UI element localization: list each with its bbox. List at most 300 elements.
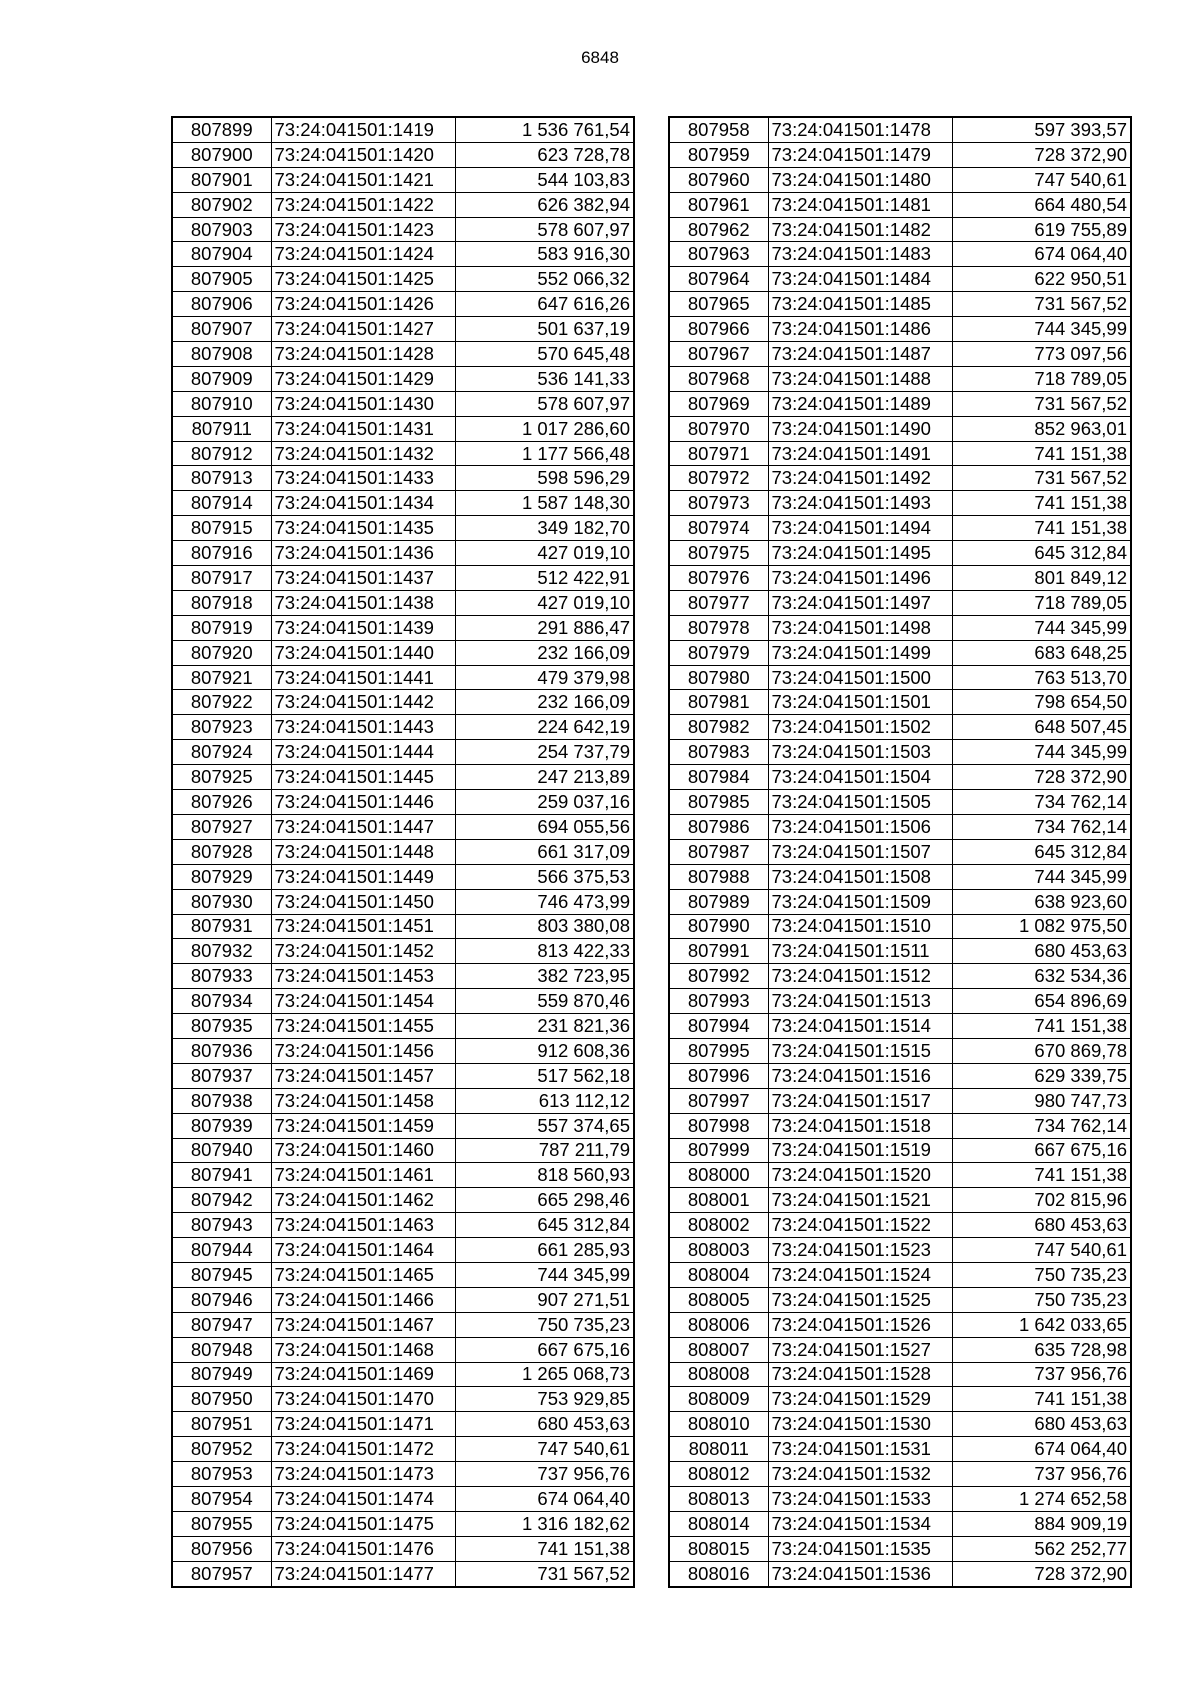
cadastral-number-cell: 73:24:041501:1503 — [768, 740, 952, 765]
cadastral-value-cell: 670 869,78 — [952, 1038, 1131, 1063]
cadastral-value-cell: 731 567,52 — [455, 1561, 634, 1586]
cadastral-number-cell: 73:24:041501:1471 — [271, 1412, 455, 1437]
table-row — [172, 167, 634, 192]
record-number-cell: 807957 — [172, 1561, 271, 1586]
cadastral-value-cell: 747 540,61 — [952, 167, 1131, 192]
cadastral-value-table-right — [668, 116, 1132, 1588]
record-number-cell: 807936 — [172, 1038, 271, 1063]
cadastral-number-cell: 73:24:041501:1426 — [271, 292, 455, 317]
table-row — [669, 765, 1131, 790]
table-row — [172, 391, 634, 416]
table-row — [669, 1536, 1131, 1561]
cadastral-value-cell: 598 596,29 — [455, 466, 634, 491]
record-number-cell: 807980 — [669, 665, 768, 690]
record-number-cell: 807925 — [172, 765, 271, 790]
table-row — [172, 1038, 634, 1063]
cadastral-value-cell: 570 645,48 — [455, 342, 634, 367]
table-row — [669, 1387, 1131, 1412]
table-row — [669, 466, 1131, 491]
cadastral-value-cell: 737 956,76 — [455, 1462, 634, 1487]
table-row — [669, 1088, 1131, 1113]
record-number-cell: 807926 — [172, 790, 271, 815]
table-row — [172, 342, 634, 367]
record-number-cell: 807947 — [172, 1312, 271, 1337]
cadastral-number-cell: 73:24:041501:1531 — [768, 1437, 952, 1462]
cadastral-number-cell: 73:24:041501:1501 — [768, 690, 952, 715]
table-row — [172, 790, 634, 815]
cadastral-number-cell: 73:24:041501:1477 — [271, 1561, 455, 1586]
record-number-cell: 807907 — [172, 317, 271, 342]
record-number-cell: 807920 — [172, 640, 271, 665]
cadastral-value-cell: 1 177 566,48 — [455, 441, 634, 466]
table-row — [669, 1038, 1131, 1063]
cadastral-number-cell: 73:24:041501:1490 — [768, 416, 952, 441]
cadastral-number-cell: 73:24:041501:1525 — [768, 1287, 952, 1312]
cadastral-number-cell: 73:24:041501:1432 — [271, 441, 455, 466]
cadastral-number-cell: 73:24:041501:1445 — [271, 765, 455, 790]
table-row — [172, 142, 634, 167]
table-row — [669, 292, 1131, 317]
table-row — [669, 1014, 1131, 1039]
table-row — [172, 1536, 634, 1561]
cadastral-number-cell: 73:24:041501:1509 — [768, 889, 952, 914]
record-number-cell: 807984 — [669, 765, 768, 790]
table-row — [172, 615, 634, 640]
cadastral-value-cell: 702 815,96 — [952, 1188, 1131, 1213]
record-number-cell: 807935 — [172, 1014, 271, 1039]
cadastral-value-cell: 773 097,56 — [952, 342, 1131, 367]
record-number-cell: 807951 — [172, 1412, 271, 1437]
cadastral-value-cell: 734 762,14 — [952, 814, 1131, 839]
record-number-cell: 808002 — [669, 1213, 768, 1238]
cadastral-number-cell: 73:24:041501:1442 — [271, 690, 455, 715]
record-number-cell: 808013 — [669, 1486, 768, 1511]
cadastral-value-cell: 552 066,32 — [455, 267, 634, 292]
record-number-cell: 807903 — [172, 217, 271, 242]
table-row — [669, 1138, 1131, 1163]
cadastral-value-cell: 680 453,63 — [952, 1213, 1131, 1238]
record-number-cell: 808007 — [669, 1337, 768, 1362]
cadastral-value-cell: 744 345,99 — [952, 615, 1131, 640]
record-number-cell: 807900 — [172, 142, 271, 167]
table-row — [669, 242, 1131, 267]
cadastral-number-cell: 73:24:041501:1532 — [768, 1462, 952, 1487]
cadastral-value-cell: 638 923,60 — [952, 889, 1131, 914]
table-row — [172, 1238, 634, 1263]
table-row — [172, 516, 634, 541]
table-row — [172, 117, 634, 142]
record-number-cell: 807964 — [669, 267, 768, 292]
cadastral-number-cell: 73:24:041501:1450 — [271, 889, 455, 914]
table-row — [172, 989, 634, 1014]
cadastral-number-cell: 73:24:041501:1429 — [271, 366, 455, 391]
cadastral-number-cell: 73:24:041501:1533 — [768, 1486, 952, 1511]
cadastral-value-cell: 661 285,93 — [455, 1238, 634, 1263]
table-row — [172, 1113, 634, 1138]
record-number-cell: 807972 — [669, 466, 768, 491]
cadastral-number-cell: 73:24:041501:1456 — [271, 1038, 455, 1063]
record-number-cell: 808012 — [669, 1462, 768, 1487]
record-number-cell: 807929 — [172, 864, 271, 889]
table-row — [669, 1262, 1131, 1287]
table-row — [669, 566, 1131, 591]
cadastral-number-cell: 73:24:041501:1479 — [768, 142, 952, 167]
cadastral-number-cell: 73:24:041501:1421 — [271, 167, 455, 192]
cadastral-number-cell: 73:24:041501:1425 — [271, 267, 455, 292]
table-row — [172, 1213, 634, 1238]
record-number-cell: 807991 — [669, 939, 768, 964]
table-row — [172, 1163, 634, 1188]
cadastral-number-cell: 73:24:041501:1428 — [271, 342, 455, 367]
cadastral-value-cell: 741 151,38 — [952, 1387, 1131, 1412]
cadastral-number-cell: 73:24:041501:1507 — [768, 839, 952, 864]
table-row — [669, 964, 1131, 989]
cadastral-value-cell: 254 737,79 — [455, 740, 634, 765]
cadastral-value-cell: 648 507,45 — [952, 715, 1131, 740]
cadastral-value-cell: 731 567,52 — [952, 391, 1131, 416]
cadastral-value-cell: 747 540,61 — [952, 1238, 1131, 1263]
cadastral-number-cell: 73:24:041501:1458 — [271, 1088, 455, 1113]
table-row — [172, 267, 634, 292]
record-number-cell: 807995 — [669, 1038, 768, 1063]
table-row — [172, 715, 634, 740]
table-row — [172, 1412, 634, 1437]
cadastral-value-cell: 694 055,56 — [455, 814, 634, 839]
table-row — [669, 889, 1131, 914]
cadastral-number-cell: 73:24:041501:1454 — [271, 989, 455, 1014]
cadastral-number-cell: 73:24:041501:1520 — [768, 1163, 952, 1188]
record-number-cell: 807969 — [669, 391, 768, 416]
record-number-cell: 807954 — [172, 1486, 271, 1511]
record-number-cell: 807974 — [669, 516, 768, 541]
record-number-cell: 807916 — [172, 541, 271, 566]
cadastral-number-cell: 73:24:041501:1496 — [768, 566, 952, 591]
record-number-cell: 807976 — [669, 566, 768, 591]
record-number-cell: 807992 — [669, 964, 768, 989]
cadastral-value-cell: 583 916,30 — [455, 242, 634, 267]
record-number-cell: 807978 — [669, 615, 768, 640]
cadastral-number-cell: 73:24:041501:1464 — [271, 1238, 455, 1263]
cadastral-number-cell: 73:24:041501:1510 — [768, 914, 952, 939]
table-row — [172, 1312, 634, 1337]
cadastral-number-cell: 73:24:041501:1457 — [271, 1063, 455, 1088]
cadastral-number-cell: 73:24:041501:1452 — [271, 939, 455, 964]
cadastral-value-cell: 718 789,05 — [952, 366, 1131, 391]
record-number-cell: 807970 — [669, 416, 768, 441]
table-row — [172, 1014, 634, 1039]
table-row — [669, 491, 1131, 516]
cadastral-value-cell: 626 382,94 — [455, 192, 634, 217]
cadastral-value-cell: 813 422,33 — [455, 939, 634, 964]
table-row — [669, 267, 1131, 292]
cadastral-number-cell: 73:24:041501:1451 — [271, 914, 455, 939]
cadastral-value-cell: 382 723,95 — [455, 964, 634, 989]
table-row — [172, 416, 634, 441]
cadastral-number-cell: 73:24:041501:1441 — [271, 665, 455, 690]
cadastral-number-cell: 73:24:041501:1478 — [768, 117, 952, 142]
record-number-cell: 807924 — [172, 740, 271, 765]
cadastral-value-cell: 750 735,23 — [952, 1287, 1131, 1312]
cadastral-number-cell: 73:24:041501:1443 — [271, 715, 455, 740]
record-number-cell: 807987 — [669, 839, 768, 864]
cadastral-value-cell: 259 037,16 — [455, 790, 634, 815]
cadastral-number-cell: 73:24:041501:1438 — [271, 590, 455, 615]
cadastral-value-cell: 645 312,84 — [455, 1213, 634, 1238]
cadastral-value-cell: 741 151,38 — [952, 491, 1131, 516]
cadastral-number-cell: 73:24:041501:1474 — [271, 1486, 455, 1511]
cadastral-value-cell: 744 345,99 — [952, 864, 1131, 889]
cadastral-value-cell: 1 587 148,30 — [455, 491, 634, 516]
cadastral-number-cell: 73:24:041501:1515 — [768, 1038, 952, 1063]
cadastral-number-cell: 73:24:041501:1494 — [768, 516, 952, 541]
cadastral-number-cell: 73:24:041501:1497 — [768, 590, 952, 615]
record-number-cell: 808001 — [669, 1188, 768, 1213]
cadastral-number-cell: 73:24:041501:1468 — [271, 1337, 455, 1362]
cadastral-value-cell: 349 182,70 — [455, 516, 634, 541]
table-row — [669, 1063, 1131, 1088]
cadastral-value-cell: 728 372,90 — [952, 1561, 1131, 1586]
table-row — [669, 864, 1131, 889]
cadastral-number-cell: 73:24:041501:1535 — [768, 1536, 952, 1561]
cadastral-value-cell: 818 560,93 — [455, 1163, 634, 1188]
cadastral-value-cell: 1 265 068,73 — [455, 1362, 634, 1387]
cadastral-number-cell: 73:24:041501:1488 — [768, 366, 952, 391]
record-number-cell: 807914 — [172, 491, 271, 516]
cadastral-number-cell: 73:24:041501:1519 — [768, 1138, 952, 1163]
cadastral-number-cell: 73:24:041501:1439 — [271, 615, 455, 640]
cadastral-value-cell: 741 151,38 — [952, 516, 1131, 541]
table-row — [669, 342, 1131, 367]
table-row — [669, 640, 1131, 665]
record-number-cell: 807932 — [172, 939, 271, 964]
cadastral-value-cell: 731 567,52 — [952, 466, 1131, 491]
table-row — [172, 1462, 634, 1487]
cadastral-value-cell: 661 317,09 — [455, 839, 634, 864]
record-number-cell: 807915 — [172, 516, 271, 541]
table-row — [172, 665, 634, 690]
cadastral-value-cell: 559 870,46 — [455, 989, 634, 1014]
cadastral-value-cell: 801 849,12 — [952, 566, 1131, 591]
table-row — [172, 541, 634, 566]
cadastral-value-cell: 741 151,38 — [952, 1014, 1131, 1039]
record-number-cell: 808003 — [669, 1238, 768, 1263]
record-number-cell: 807941 — [172, 1163, 271, 1188]
cadastral-number-cell: 73:24:041501:1517 — [768, 1088, 952, 1113]
cadastral-value-cell: 734 762,14 — [952, 1113, 1131, 1138]
record-number-cell: 807910 — [172, 391, 271, 416]
cadastral-value-cell: 1 017 286,60 — [455, 416, 634, 441]
cadastral-value-cell: 750 735,23 — [455, 1312, 634, 1337]
table-row — [172, 1088, 634, 1113]
record-number-cell: 807973 — [669, 491, 768, 516]
cadastral-value-cell: 680 453,63 — [455, 1412, 634, 1437]
record-number-cell: 807994 — [669, 1014, 768, 1039]
cadastral-value-cell: 803 380,08 — [455, 914, 634, 939]
cadastral-number-cell: 73:24:041501:1524 — [768, 1262, 952, 1287]
record-number-cell: 807917 — [172, 566, 271, 591]
record-number-cell: 807967 — [669, 342, 768, 367]
cadastral-value-cell: 718 789,05 — [952, 590, 1131, 615]
table-row — [172, 765, 634, 790]
cadastral-number-cell: 73:24:041501:1536 — [768, 1561, 952, 1586]
table-row — [669, 1437, 1131, 1462]
table-row — [172, 292, 634, 317]
table-row — [669, 665, 1131, 690]
table-row — [172, 590, 634, 615]
record-number-cell: 807901 — [172, 167, 271, 192]
record-number-cell: 807958 — [669, 117, 768, 142]
cadastral-number-cell: 73:24:041501:1491 — [768, 441, 952, 466]
cadastral-number-cell: 73:24:041501:1440 — [271, 640, 455, 665]
cadastral-number-cell: 73:24:041501:1493 — [768, 491, 952, 516]
record-number-cell: 808015 — [669, 1536, 768, 1561]
cadastral-value-cell: 1 642 033,65 — [952, 1312, 1131, 1337]
table-row — [172, 740, 634, 765]
cadastral-number-cell: 73:24:041501:1467 — [271, 1312, 455, 1337]
cadastral-number-cell: 73:24:041501:1527 — [768, 1337, 952, 1362]
table-row — [172, 242, 634, 267]
record-number-cell: 807933 — [172, 964, 271, 989]
cadastral-number-cell: 73:24:041501:1534 — [768, 1511, 952, 1536]
cadastral-number-cell: 73:24:041501:1511 — [768, 939, 952, 964]
table-row — [669, 1412, 1131, 1437]
cadastral-value-cell: 912 608,36 — [455, 1038, 634, 1063]
cadastral-value-cell: 544 103,83 — [455, 167, 634, 192]
cadastral-value-cell: 763 513,70 — [952, 665, 1131, 690]
cadastral-number-cell: 73:24:041501:1489 — [768, 391, 952, 416]
record-number-cell: 807949 — [172, 1362, 271, 1387]
cadastral-value-cell: 1 274 652,58 — [952, 1486, 1131, 1511]
cadastral-number-cell: 73:24:041501:1500 — [768, 665, 952, 690]
cadastral-number-cell: 73:24:041501:1446 — [271, 790, 455, 815]
cadastral-value-cell: 629 339,75 — [952, 1063, 1131, 1088]
table-row — [172, 914, 634, 939]
table-row — [669, 989, 1131, 1014]
cadastral-number-cell: 73:24:041501:1482 — [768, 217, 952, 242]
table-row — [669, 615, 1131, 640]
table-row — [669, 1312, 1131, 1337]
table-row — [172, 889, 634, 914]
cadastral-value-cell: 667 675,16 — [952, 1138, 1131, 1163]
cadastral-number-cell: 73:24:041501:1472 — [271, 1437, 455, 1462]
cadastral-number-cell: 73:24:041501:1484 — [768, 267, 952, 292]
record-number-cell: 807982 — [669, 715, 768, 740]
record-number-cell: 808000 — [669, 1163, 768, 1188]
cadastral-value-cell: 798 654,50 — [952, 690, 1131, 715]
cadastral-value-cell: 744 345,99 — [952, 740, 1131, 765]
table-row — [172, 640, 634, 665]
record-number-cell: 808009 — [669, 1387, 768, 1412]
cadastral-value-cell: 741 151,38 — [952, 441, 1131, 466]
table-row — [669, 541, 1131, 566]
table-row — [669, 740, 1131, 765]
cadastral-number-cell: 73:24:041501:1423 — [271, 217, 455, 242]
cadastral-number-cell: 73:24:041501:1487 — [768, 342, 952, 367]
record-number-cell: 807968 — [669, 366, 768, 391]
page-number: 6848 — [581, 48, 619, 67]
cadastral-number-cell: 73:24:041501:1434 — [271, 491, 455, 516]
record-number-cell: 807959 — [669, 142, 768, 167]
record-number-cell: 808010 — [669, 1412, 768, 1437]
cadastral-value-cell: 654 896,69 — [952, 989, 1131, 1014]
record-number-cell: 807911 — [172, 416, 271, 441]
record-number-cell: 807985 — [669, 790, 768, 815]
table-row — [172, 690, 634, 715]
table-row — [172, 1287, 634, 1312]
cadastral-value-cell: 683 648,25 — [952, 640, 1131, 665]
record-number-cell: 808005 — [669, 1287, 768, 1312]
record-number-cell: 807948 — [172, 1337, 271, 1362]
table-row — [669, 1163, 1131, 1188]
record-number-cell: 807993 — [669, 989, 768, 1014]
cadastral-value-cell: 728 372,90 — [952, 765, 1131, 790]
cadastral-number-cell: 73:24:041501:1463 — [271, 1213, 455, 1238]
table-row — [669, 839, 1131, 864]
cadastral-number-cell: 73:24:041501:1459 — [271, 1113, 455, 1138]
table-row — [669, 1486, 1131, 1511]
cadastral-number-cell: 73:24:041501:1462 — [271, 1188, 455, 1213]
record-number-cell: 807950 — [172, 1387, 271, 1412]
record-number-cell: 807921 — [172, 665, 271, 690]
cadastral-value-cell: 787 211,79 — [455, 1138, 634, 1163]
record-number-cell: 807975 — [669, 541, 768, 566]
table-row — [172, 1486, 634, 1511]
cadastral-number-cell: 73:24:041501:1516 — [768, 1063, 952, 1088]
record-number-cell: 807908 — [172, 342, 271, 367]
table-row — [172, 1138, 634, 1163]
table-row — [172, 491, 634, 516]
record-number-cell: 807953 — [172, 1462, 271, 1487]
record-number-cell: 807962 — [669, 217, 768, 242]
record-number-cell: 807956 — [172, 1536, 271, 1561]
table-row — [172, 1511, 634, 1536]
cadastral-number-cell: 73:24:041501:1492 — [768, 466, 952, 491]
table-row — [669, 117, 1131, 142]
cadastral-value-cell: 291 886,47 — [455, 615, 634, 640]
cadastral-value-cell: 907 271,51 — [455, 1287, 634, 1312]
record-number-cell: 807960 — [669, 167, 768, 192]
cadastral-number-cell: 73:24:041501:1430 — [271, 391, 455, 416]
cadastral-number-cell: 73:24:041501:1461 — [271, 1163, 455, 1188]
cadastral-number-cell: 73:24:041501:1514 — [768, 1014, 952, 1039]
table-row — [669, 516, 1131, 541]
cadastral-value-cell: 980 747,73 — [952, 1088, 1131, 1113]
table-row — [669, 590, 1131, 615]
cadastral-value-cell: 737 956,76 — [952, 1462, 1131, 1487]
cadastral-value-cell: 635 728,98 — [952, 1337, 1131, 1362]
cadastral-value-cell: 427 019,10 — [455, 541, 634, 566]
table-row — [172, 1188, 634, 1213]
table-row — [669, 1287, 1131, 1312]
table-row — [172, 839, 634, 864]
record-number-cell: 807931 — [172, 914, 271, 939]
cadastral-number-cell: 73:24:041501:1485 — [768, 292, 952, 317]
record-number-cell: 807904 — [172, 242, 271, 267]
cadastral-value-cell: 578 607,97 — [455, 217, 634, 242]
cadastral-number-cell: 73:24:041501:1476 — [271, 1536, 455, 1561]
cadastral-value-cell: 536 141,33 — [455, 366, 634, 391]
cadastral-value-cell: 557 374,65 — [455, 1113, 634, 1138]
cadastral-value-cell: 737 956,76 — [952, 1362, 1131, 1387]
record-number-cell: 807905 — [172, 267, 271, 292]
record-number-cell: 808004 — [669, 1262, 768, 1287]
table-row — [669, 192, 1131, 217]
table-row — [172, 466, 634, 491]
table-row — [669, 715, 1131, 740]
cadastral-value-cell: 597 393,57 — [952, 117, 1131, 142]
cadastral-number-cell: 73:24:041501:1420 — [271, 142, 455, 167]
record-number-cell: 807979 — [669, 640, 768, 665]
